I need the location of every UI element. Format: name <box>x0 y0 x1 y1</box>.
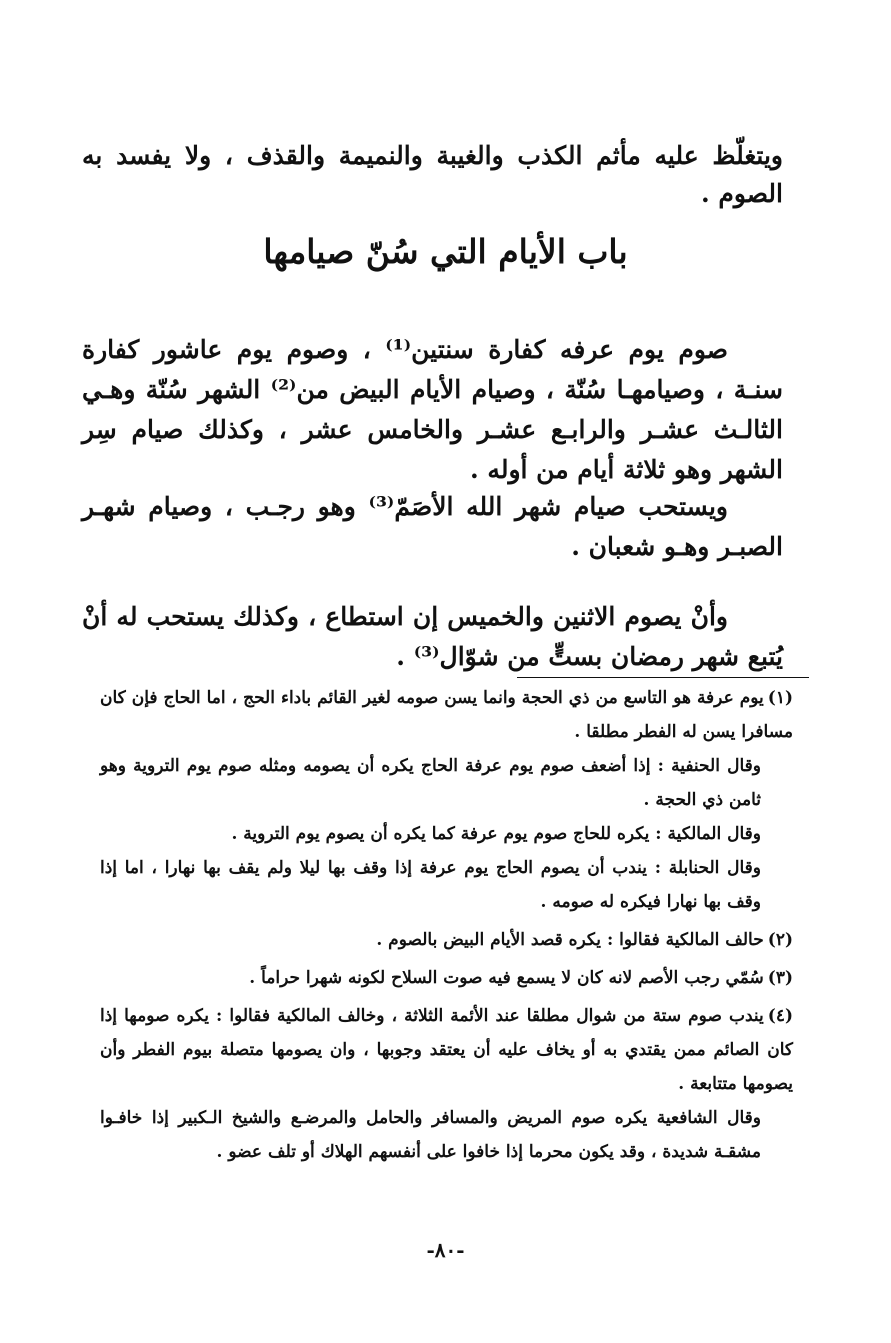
paragraph-rajab-shaban: ويستحب صيام شهر الله الأصَمّ⁽³⁾ وهو رجـب ، وصيام شهـر الصبـر وهـو شعبان . <box>82 492 783 561</box>
footnote-line <box>100 999 793 1101</box>
footnote-text: وقال المالكية : يكره للحاج صوم يوم عرفة كما يكره أن يصوم يوم التروية . <box>231 824 761 844</box>
footnote-text: وقال الحنابلة : يندب أن يصوم الحاج يوم عرفة إذا وقف بها ليلا ولم يقف بها نهارا ، اما إذا وقف بها نهارا فيكره له صومه . <box>100 858 761 912</box>
footnote-line <box>100 923 793 957</box>
footnote-number: (٣) <box>767 968 793 988</box>
footnote-number: (٤) <box>767 1006 793 1026</box>
footnote-4 <box>100 999 793 1169</box>
footnote-line <box>100 749 793 817</box>
continuation-line: ويتغلّظ عليه مأثم الكذب والغيبة والنميمة والقذف ، ولا يفسد به الصوم . <box>82 141 783 208</box>
footnote-1 <box>100 681 793 919</box>
footnote-2 <box>100 923 793 957</box>
footnote-line <box>100 851 793 919</box>
footnote-3 <box>100 961 793 995</box>
footnote-text: يوم عرفة هو التاسع من ذي الحجة وانما يسن صومه لغير القائم باداء الحج ، اما الحاج فإن كان مسافرا يسن له الفطر مطلقا . <box>100 688 793 742</box>
footnote-line <box>100 681 793 749</box>
footnote-number: (١) <box>767 688 793 708</box>
footnote-separator <box>517 677 809 678</box>
footnote-number: (٢) <box>767 930 793 950</box>
paragraph-fasting-days: صوم يوم عرفه كفارة سنتين⁽¹⁾ ، وصوم يوم عاشور كفارة سنـة ، وصيامهـا سُنّة ، وصيام الأيام البيض من⁽²⁾ الشهر سُنّة وهـي الثالـث عشـر والرابـع عشـر والخامس عشر ، وكذلك صيام سِر الشهر وهو ثلاثة أيام من أوله . <box>82 335 783 484</box>
footnote-text: سُمّي رجب الأصم لانه كان لا يسمع فيه صوت السلاح لكونه شهرا حراماً . <box>249 968 764 988</box>
footnote-text: حالف المالكية فقالوا : يكره قصد الأيام البيض بالصوم . <box>376 930 764 950</box>
footnote-text: وقال الحنفية : إذا أضعف صوم يوم عرفة الحاج يكره أن يصومه ومثله صوم يوم التروية وهو ثامن ذي الحجة . <box>100 756 761 810</box>
footnote-text: يندب صوم ستة من شوال مطلقا عند الأئمة الثلاثة ، وخالف المالكية فقالوا : يكره صومها إذا كان الصائم ممن يقتدي به أو يخاف عليه أن يعتقد وجوبها ، وان يصومها متصلة بيوم الفطر وأن يصومها متتابعة . <box>100 1006 793 1094</box>
chapter-heading: باب الأيام التي سُنّ صيامها <box>263 232 628 272</box>
footnote-line <box>100 817 793 851</box>
footnote-line <box>100 961 793 995</box>
footnotes-section <box>100 681 793 1173</box>
page-number: -٨٠- <box>426 1238 465 1262</box>
paragraph-monday-thursday: وأنْ يصوم الاثنين والخميس إن استطاع ، وكذلك يستحب له أنْ يُتبع شهر رمضان بستٍّ من شوّال⁽³⁾ . <box>82 602 783 671</box>
footnote-line <box>100 1101 793 1169</box>
footnote-text: وقال الشافعية يكره صوم المريض والمسافر والحامل والمرضـع والشيخ الـكبير إذا خافـوا مشقـة شديدة ، وقد يكون محرما إذا خافوا على أنفسهم الهلاك أو تلف عضو . <box>100 1108 761 1162</box>
